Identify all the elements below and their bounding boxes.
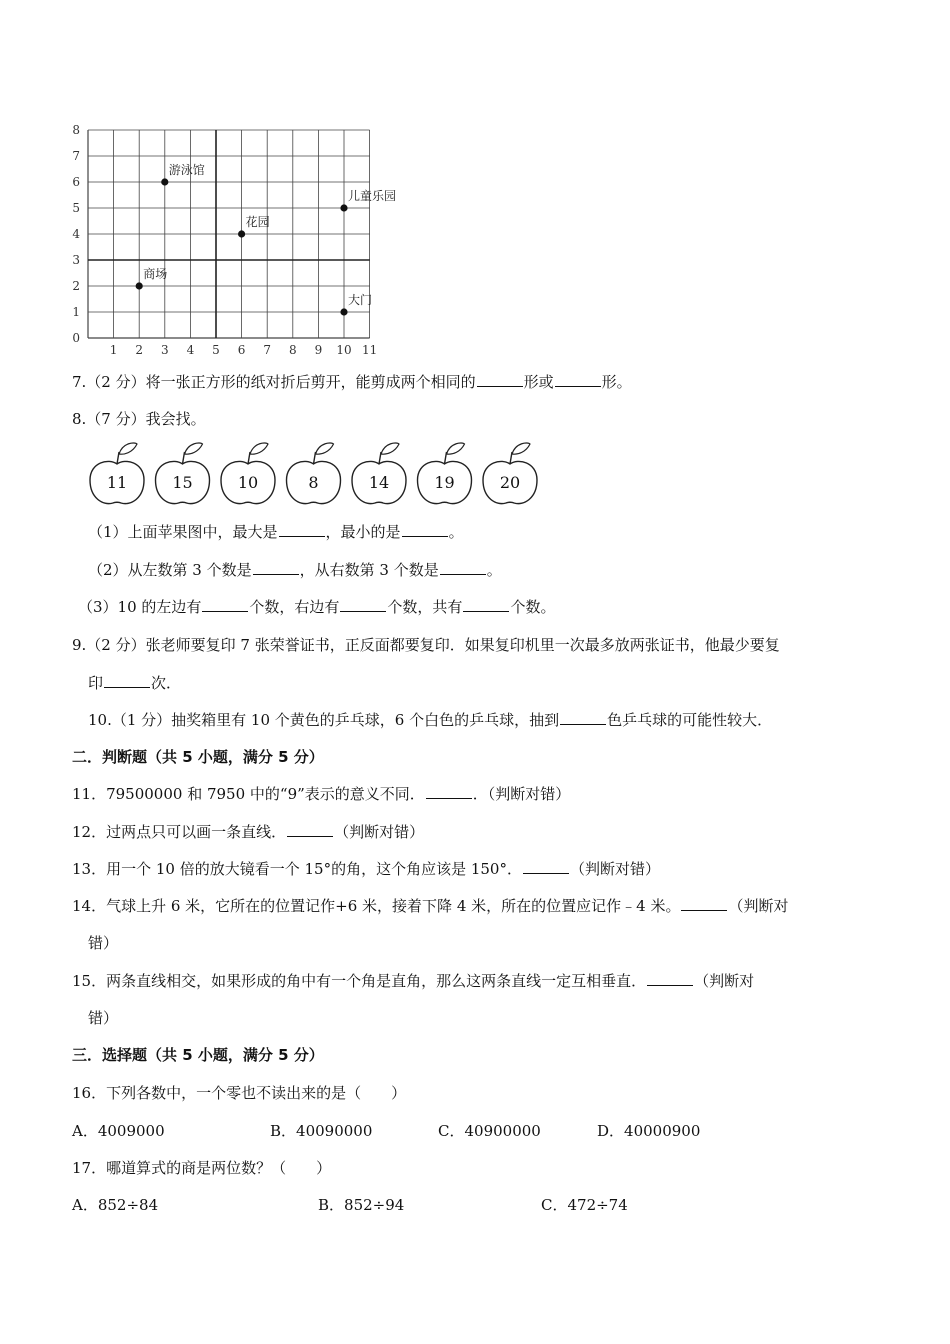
q8-s3-text-b: 个数，右边有 [249, 598, 340, 616]
question-14-line-2: 错） [88, 934, 119, 952]
location-label: 游泳馆 [168, 163, 205, 177]
q12-text-a: 12．过两点只可以画一条直线． [72, 823, 287, 841]
location-point [238, 230, 245, 237]
section-2-heading: 二．判断题（共 5 小题，满分 5 分） [72, 748, 324, 766]
q8-s1-text-c: 。 [448, 523, 464, 541]
y-tick-label: 0 [72, 331, 80, 345]
location-point [161, 178, 168, 185]
y-tick-label: 4 [72, 227, 80, 241]
location-point [136, 282, 143, 289]
q8-s3-text-d: 个数。 [510, 598, 556, 616]
apple-leaf [512, 443, 530, 454]
question-8-title: 8.（7 分）我会找。 [72, 410, 206, 428]
question-7 [72, 372, 632, 392]
location-label: 花园 [245, 215, 270, 229]
q12-blank [287, 822, 333, 837]
q15-text-a: 15．两条直线相交，如果形成的角中有一个角是直角，那么这两条直线一定互相垂直． [72, 972, 647, 990]
apple-figure [84, 442, 554, 508]
apple-leaf [250, 443, 268, 454]
q17-option-b: B．852÷94 [318, 1196, 405, 1214]
q8-s3-text-c: 个数，共有 [387, 598, 463, 616]
q9-blank [104, 673, 150, 688]
q8-s2-text-b: ，从右数第 3 个数是 [299, 561, 439, 579]
q8-s2-blank-1 [253, 560, 299, 575]
x-tick-label: 1 [109, 343, 118, 357]
question-11 [72, 784, 570, 804]
apple-leaf [381, 443, 399, 454]
q7-blank-2 [555, 372, 601, 387]
q11-blank [426, 784, 472, 799]
q17-option-c: C．472÷74 [541, 1196, 628, 1214]
apple-number: 8 [308, 473, 319, 492]
q8-s3-blank-3 [463, 597, 509, 612]
q15-blank [647, 971, 693, 986]
location-label: 商场 [143, 267, 168, 281]
q14-text-a: 14．气球上升 6 米，它所在的位置记作+6 米，接着下降 4 米，所在的位置应记作﹣4 米。 [72, 897, 681, 915]
question-15-line-1 [72, 971, 754, 991]
y-tick-label: 1 [72, 305, 80, 319]
x-tick-label: 10 [336, 343, 352, 357]
q16-option-c: C．40900000 [438, 1122, 541, 1140]
apple-number: 14 [368, 473, 390, 492]
q13-blank [523, 859, 569, 874]
apple-number: 11 [106, 473, 128, 492]
q8-s3-text-a: （3）10 的左边有 [78, 598, 202, 616]
x-tick-label: 7 [263, 343, 272, 357]
apple-leaf [447, 443, 465, 454]
x-tick-label: 5 [212, 343, 220, 357]
q9-text-a: 印 [88, 674, 104, 692]
question-8-part-2 [88, 560, 502, 580]
q12-text-b: （判断对错） [334, 823, 425, 841]
q8-s1-text-a: （1）上面苹果图中，最大是 [88, 523, 278, 541]
x-tick-label: 11 [361, 343, 378, 357]
location-label: 大门 [348, 293, 373, 307]
q11-text-a: 11．79500000 和 7950 中的“9”表示的意义不同． [72, 785, 425, 803]
q8-s3-blank-2 [340, 597, 386, 612]
q15-text-b: （判断对 [694, 972, 755, 990]
q13-text-a: 13．用一个 10 倍的放大镜看一个 15°的角，这个角应该是 150°． [72, 860, 522, 878]
q8-s2-text-c: 。 [486, 561, 502, 579]
q7-text-c: 形。 [601, 373, 632, 391]
q8-s1-blank-1 [279, 522, 325, 537]
question-14-line-1 [72, 896, 788, 916]
apple-leaf [316, 443, 334, 454]
x-tick-label: 6 [237, 343, 246, 357]
q10-text-a: 10.（1 分）抽奖箱里有 10 个黄色的乒乓球，6 个白色的乒乓球，抽到 [88, 711, 560, 729]
apple-number: 10 [237, 473, 259, 492]
question-8-part-1 [88, 522, 464, 542]
q16-option-b: B．40090000 [270, 1122, 373, 1140]
apple-leaf [185, 443, 203, 454]
q7-text-b: 形或 [523, 373, 554, 391]
q8-s2-blank-2 [440, 560, 486, 575]
q14-text-b: （判断对 [728, 897, 789, 915]
location-point [340, 308, 347, 315]
q7-text-a: 7.（2 分）将一张正方形的纸对折后剪开，能剪成两个相同的 [72, 373, 476, 391]
y-tick-label: 5 [72, 201, 80, 215]
y-tick-label: 7 [72, 149, 80, 163]
apple-leaf [119, 443, 137, 454]
apple-number: 19 [434, 473, 455, 492]
y-tick-label: 2 [72, 279, 80, 293]
q8-s3-blank-1 [202, 597, 248, 612]
q10-text-b: 色乒乓球的可能性较大． [607, 711, 773, 729]
section-3-heading: 三．选择题（共 5 小题，满分 5 分） [72, 1046, 324, 1064]
coordinate-grid-figure [60, 120, 397, 360]
y-tick-label: 6 [72, 175, 80, 189]
question-12 [72, 822, 424, 842]
x-tick-label: 4 [186, 343, 195, 357]
q16-option-d: D．40000900 [597, 1122, 701, 1140]
q10-blank [560, 710, 606, 725]
y-tick-label: 3 [72, 253, 80, 267]
q14-blank [681, 896, 727, 911]
q16-option-a: A．4009000 [72, 1122, 165, 1140]
question-17-stem: 17．哪道算式的商是两位数？（ ） [72, 1159, 332, 1177]
question-10 [88, 710, 772, 730]
q9-text-b: 次． [151, 674, 182, 692]
question-16-stem: 16．下列各数中，一个零也不读出来的是（ ） [72, 1084, 407, 1102]
x-tick-label: 8 [288, 343, 297, 357]
q17-option-a: A．852÷84 [72, 1196, 159, 1214]
question-9-line-2 [88, 673, 181, 693]
q8-s2-text-a: （2）从左数第 3 个数是 [88, 561, 252, 579]
q13-text-b: （判断对错） [569, 860, 660, 878]
apple-number: 15 [172, 473, 193, 492]
question-9-line-1: 9.（2 分）张老师要复印 7 张荣誉证书，正反面都要复印．如果复印机里一次最多放两张证书，他最少要复 [72, 636, 780, 654]
q7-blank-1 [477, 372, 523, 387]
question-13 [72, 859, 660, 879]
apple-number: 20 [499, 473, 521, 492]
location-label: 儿童乐园 [348, 189, 397, 203]
question-15-line-2: 错） [88, 1009, 119, 1027]
question-8-part-3 [78, 597, 555, 617]
q8-s1-text-b: ，最小的是 [325, 523, 401, 541]
location-point [340, 204, 347, 211]
x-tick-label: 3 [160, 343, 169, 357]
q11-text-b: ．（判断对错） [472, 785, 571, 803]
q8-s1-blank-2 [402, 522, 448, 537]
x-tick-label: 9 [314, 343, 323, 357]
y-tick-label: 8 [72, 123, 80, 137]
x-tick-label: 2 [135, 343, 144, 357]
